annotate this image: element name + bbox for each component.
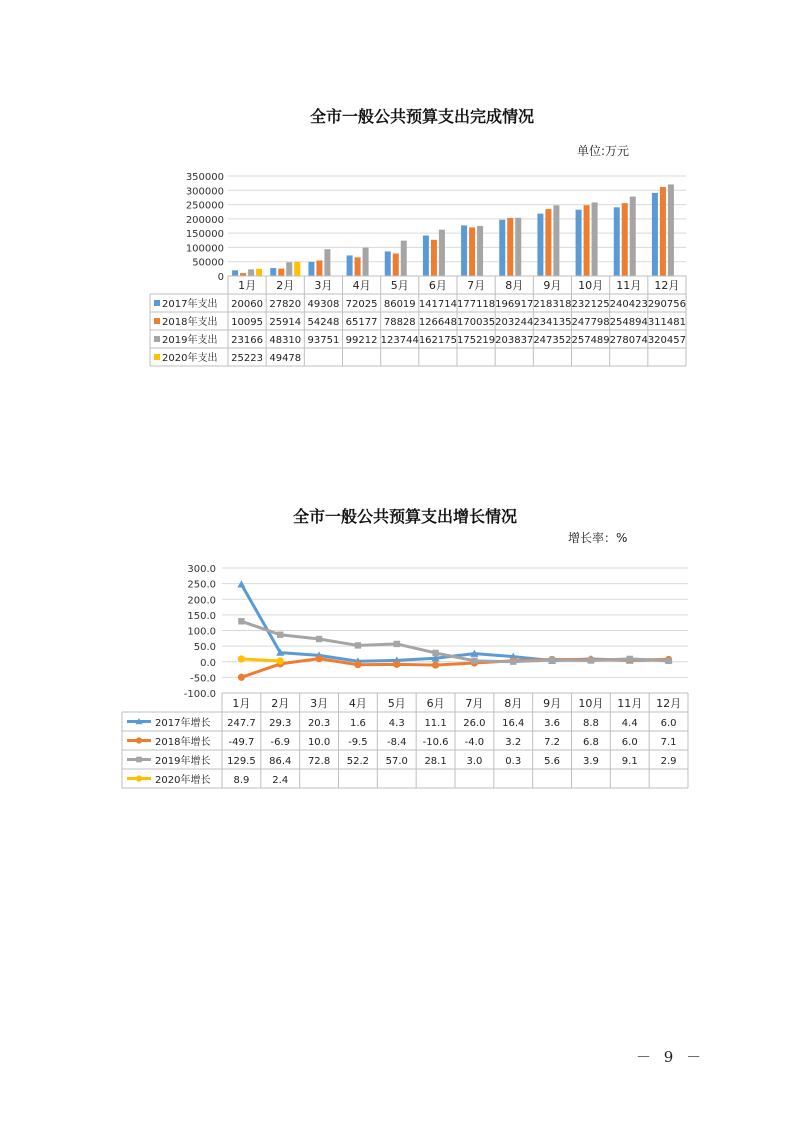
x-tick-label: 8月 [504, 697, 523, 710]
marker [136, 775, 142, 781]
bar [431, 240, 437, 276]
data-label: 247798 [571, 317, 610, 328]
data-label: 23166 [231, 335, 263, 346]
marker [238, 674, 245, 681]
bar [355, 257, 361, 276]
bar [515, 218, 521, 276]
bar [347, 255, 353, 276]
marker [627, 656, 633, 662]
marker [277, 657, 284, 664]
x-tick-label: 7月 [465, 697, 484, 710]
data-label: 3.0 [466, 756, 483, 767]
legend-swatch [154, 300, 160, 306]
data-label: 5.6 [544, 756, 561, 767]
marker [471, 658, 477, 664]
bar [584, 205, 590, 276]
x-tick-label: 1月 [232, 697, 251, 710]
data-label: 27820 [269, 299, 302, 310]
x-tick-label: 3月 [310, 697, 329, 710]
data-label: 7.1 [660, 737, 677, 748]
chart-title: 全市一般公共预算支出完成情况 [309, 107, 534, 126]
data-label: 57.0 [385, 756, 408, 767]
data-label: 203244 [495, 317, 534, 328]
data-label: 48310 [269, 335, 302, 346]
bar [316, 261, 322, 276]
data-label: 8.8 [582, 718, 599, 729]
data-label: 0.3 [505, 756, 522, 767]
legend-swatch [154, 336, 160, 342]
y-tick-label: 200.0 [187, 595, 216, 607]
data-label: 232125 [571, 299, 610, 310]
data-label: 25914 [269, 317, 302, 328]
data-label: 86.4 [269, 756, 292, 767]
y-tick-label: 100000 [185, 243, 224, 255]
y-tick-label: 350000 [185, 172, 224, 183]
marker [316, 636, 322, 642]
data-label: 196917 [495, 299, 534, 310]
data-label: 72025 [345, 299, 378, 310]
data-label: 254894 [609, 317, 648, 328]
page-number: － 9 － [636, 1048, 706, 1066]
data-label: 247352 [533, 335, 572, 346]
x-tick-label: 12月 [656, 697, 682, 710]
data-label: 72.8 [307, 756, 331, 767]
y-tick-label: 50.0 [193, 642, 216, 654]
bar [652, 193, 658, 276]
legend-label: 2018年支出 [162, 317, 218, 328]
y-tick-label: 0.0 [200, 657, 216, 669]
bar [423, 236, 429, 276]
x-tick-label: 10月 [578, 279, 604, 292]
y-tick-label: 250.0 [187, 579, 216, 591]
x-tick-label: 12月 [654, 279, 680, 292]
data-label: 6.8 [582, 737, 599, 748]
data-label: 129.5 [227, 756, 256, 767]
y-tick-label: 50000 [192, 257, 224, 269]
x-tick-label: 6月 [428, 279, 447, 292]
data-label: 93751 [307, 335, 340, 346]
bar [286, 262, 292, 276]
data-label: 29.3 [269, 718, 292, 729]
y-tick-label: 0 [217, 272, 224, 283]
bar [308, 262, 314, 276]
bar [668, 184, 674, 276]
data-label: 9.1 [621, 756, 638, 767]
data-label: 2.9 [660, 756, 677, 767]
data-label: 4.3 [388, 718, 405, 729]
bar [439, 230, 445, 276]
bar [248, 269, 254, 276]
data-label: 78828 [383, 317, 416, 328]
marker [510, 658, 516, 664]
data-label: -8.4 [386, 737, 407, 748]
marker [432, 650, 438, 656]
bar [477, 226, 483, 276]
bar [385, 251, 391, 276]
data-label: -6.9 [270, 737, 291, 748]
x-tick-label: 5月 [387, 697, 406, 710]
bar [461, 225, 467, 276]
data-label: 278074 [609, 335, 648, 346]
bar [278, 269, 284, 276]
data-label: 6.0 [621, 737, 638, 748]
bar [499, 220, 505, 276]
marker [277, 632, 283, 638]
marker [355, 642, 361, 648]
data-label: 311481 [647, 317, 687, 328]
x-tick-label: 2月 [276, 279, 295, 292]
legend-label: 2020年增长 [155, 775, 211, 786]
x-tick-label: 11月 [616, 279, 642, 292]
data-label: 4.4 [621, 718, 638, 729]
bar [630, 197, 636, 276]
legend-label: 2018年增长 [155, 737, 211, 748]
expenditure-bar-chart-panel [152, 96, 692, 371]
data-label: 8.9 [233, 775, 250, 786]
bar [270, 268, 276, 276]
marker [588, 657, 594, 663]
legend-swatch [154, 354, 160, 360]
data-label: 10095 [231, 317, 263, 328]
data-label: -4.0 [464, 737, 485, 748]
bar [232, 270, 238, 276]
bar [256, 269, 262, 276]
y-tick-label: 300.0 [187, 564, 216, 575]
x-tick-label: 7月 [467, 279, 486, 292]
bar [294, 262, 300, 276]
y-tick-label: 100.0 [187, 626, 216, 638]
bar-chart-svg [152, 96, 692, 371]
data-label: 234135 [533, 317, 572, 328]
x-tick-label: 3月 [314, 279, 333, 292]
chart-title: 全市一般公共预算支出增长情况 [292, 507, 517, 526]
data-label: 218318 [533, 299, 572, 310]
marker [549, 657, 555, 663]
data-label: 175219 [456, 335, 496, 346]
data-label: 320457 [647, 335, 687, 346]
data-label: 257489 [571, 335, 610, 346]
x-tick-label: 5月 [390, 279, 409, 292]
data-label: 247.7 [227, 718, 256, 729]
growth-line-chart-panel [118, 496, 692, 800]
legend-swatch [154, 318, 160, 324]
data-label: 170035 [456, 317, 496, 328]
bar [553, 205, 559, 276]
y-tick-label: -50.0 [190, 673, 216, 685]
data-label: 203837 [495, 335, 534, 346]
y-tick-label: 150000 [185, 229, 224, 241]
data-label: 52.2 [346, 756, 370, 767]
x-tick-label: 11月 [617, 697, 643, 710]
data-label: 6.0 [660, 718, 677, 729]
bar [576, 210, 582, 276]
data-label: 1.6 [349, 718, 366, 729]
series-line [241, 659, 280, 661]
bar [614, 207, 620, 276]
x-tick-label: 9月 [543, 279, 562, 292]
data-label: -10.6 [422, 737, 449, 748]
data-label: 240423 [609, 299, 648, 310]
bar [660, 187, 666, 276]
x-tick-label: 1月 [238, 279, 257, 292]
data-label: 54248 [307, 317, 340, 328]
data-label: 86019 [383, 299, 416, 310]
marker [354, 661, 361, 668]
bar [324, 249, 330, 276]
x-tick-label: 9月 [543, 697, 562, 710]
line-chart-svg [118, 496, 692, 800]
data-label: 16.4 [502, 718, 525, 729]
bar [545, 209, 551, 276]
bar [393, 253, 399, 276]
data-label: 3.2 [505, 737, 522, 748]
legend-label: 2017年增长 [155, 718, 211, 729]
marker [315, 655, 322, 662]
x-tick-label: 2月 [271, 697, 290, 710]
marker [136, 757, 142, 763]
data-label: 10.0 [307, 737, 331, 748]
data-label: 177118 [456, 299, 496, 310]
y-tick-label: -100.0 [183, 689, 216, 700]
x-tick-label: 8月 [505, 279, 524, 292]
data-label: 49308 [307, 299, 340, 310]
data-label: 49478 [269, 353, 302, 364]
data-label: 7.2 [544, 737, 561, 748]
bar [592, 202, 598, 276]
data-label: 20060 [231, 299, 263, 310]
data-label: -49.7 [228, 737, 255, 748]
x-tick-label: 4月 [352, 279, 371, 292]
data-label: 20.3 [307, 718, 331, 729]
x-tick-label: 6月 [426, 697, 445, 710]
unit-label: 增长率：% [568, 531, 628, 545]
series-line [241, 584, 668, 661]
bar [401, 241, 407, 276]
x-tick-label: 4月 [348, 697, 367, 710]
x-tick-label: 10月 [578, 697, 604, 710]
legend-label: 2020年支出 [162, 353, 218, 364]
marker [393, 661, 400, 668]
data-label: 28.1 [424, 756, 447, 767]
data-label: 162175 [418, 335, 458, 346]
data-label: 25223 [231, 353, 263, 364]
legend-label: 2019年增长 [155, 756, 211, 767]
data-label: 3.6 [544, 718, 561, 729]
y-tick-label: 300000 [185, 186, 224, 198]
data-label: 3.9 [582, 756, 599, 767]
data-label: 290756 [647, 299, 687, 310]
data-label: 126648 [418, 317, 458, 328]
data-label: 2.4 [272, 775, 289, 786]
bar [622, 203, 628, 276]
y-tick-label: 150.0 [187, 610, 216, 622]
data-label: 11.1 [424, 718, 447, 729]
data-label: 65177 [345, 317, 378, 328]
marker [665, 658, 671, 664]
data-label: -9.5 [348, 737, 368, 748]
legend-label: 2017年支出 [162, 299, 218, 310]
y-tick-label: 200000 [185, 214, 224, 226]
unit-label: 单位:万元 [577, 144, 630, 158]
bar [507, 218, 513, 276]
marker [238, 618, 244, 624]
data-label: 141714 [418, 299, 458, 310]
y-tick-label: 250000 [185, 200, 224, 212]
data-label: 123744 [380, 335, 419, 346]
bar [537, 214, 543, 276]
marker [238, 655, 245, 662]
bar [469, 227, 475, 276]
data-label: 26.0 [463, 718, 486, 729]
legend-label: 2019年支出 [162, 335, 218, 346]
bar [363, 248, 369, 276]
marker [136, 737, 142, 743]
data-label: 99212 [345, 335, 378, 346]
marker [432, 661, 439, 668]
marker [394, 641, 400, 647]
